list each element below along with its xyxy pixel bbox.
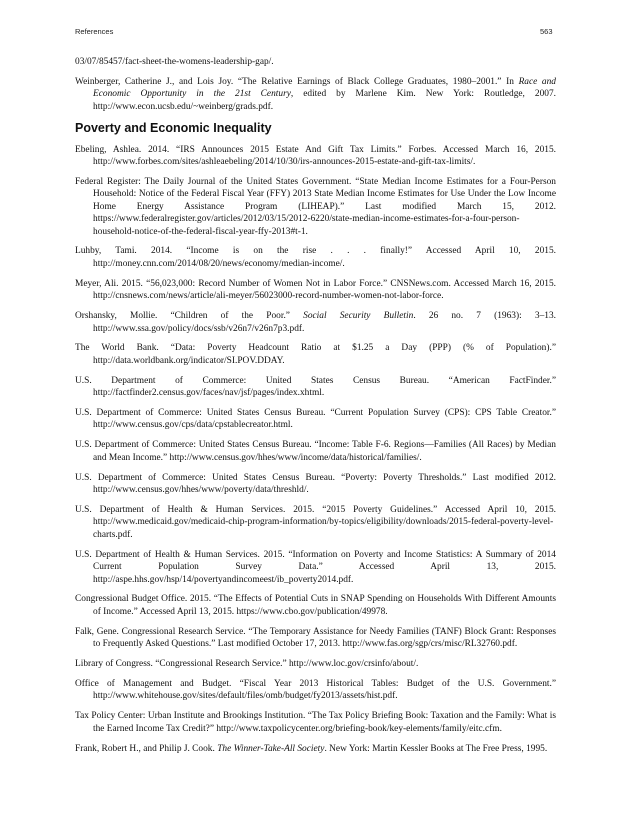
reference-text: Ebeling, Ashlea. 2014. “IRS Announces 2015 Estate And Gift Tax Limits.” Forbes. Accessed March 16, 2015. http://www.forbes.com/sites/ashleaebeling/2014/10/30/irs-announces-2015-estate-and-gift-tax-limits/. bbox=[75, 144, 556, 168]
reference-entry bbox=[75, 626, 556, 651]
reference-text: Office of Management and Budget. “Fiscal Year 2013 Historical Tables: Budget of the U.S. Government.” http://www.whitehouse.gov/sites/default/files/omb/budget/fy2013/assets/hist.pdf. bbox=[75, 678, 556, 702]
reference-entry bbox=[75, 504, 556, 541]
reference-entry bbox=[75, 472, 556, 497]
reference-entry bbox=[75, 593, 556, 618]
reference-text: Falk, Gene. Congressional Research Service. “The Temporary Assistance for Needy Families (TANF) Block Grant: Responses to Frequently Asked Questions.” Last modified October 17, 2013. http://www.fas.org/sgp/crs/misc/RL32760.pdf. bbox=[75, 626, 556, 650]
reference-entry bbox=[75, 678, 556, 703]
reference-entry bbox=[75, 549, 556, 586]
page-number: 563 bbox=[540, 27, 553, 36]
section-heading: Poverty and Economic Inequality bbox=[75, 120, 272, 135]
reference-entry bbox=[75, 245, 556, 270]
reference-title-italic: Social Security Bulletin bbox=[303, 311, 414, 322]
reference-entry bbox=[75, 710, 556, 735]
reference-entry bbox=[75, 56, 556, 68]
reference-text: The World Bank. “Data: Poverty Headcount Ratio at $1.25 a Day (PPP) (% of Population).” http://data.worldbank.org/indicator/SI.POV.DDAY. bbox=[75, 343, 556, 366]
reference-entry bbox=[75, 176, 556, 238]
reference-entry bbox=[75, 310, 556, 335]
reference-text: Library of Congress. “Congressional Research Service.” http://www.loc.gov/crsinfo/about/. bbox=[75, 659, 419, 670]
running-header: References bbox=[75, 27, 114, 36]
reference-title-italic: The Winner-Take-All Society bbox=[217, 743, 325, 754]
reference-entry bbox=[75, 375, 556, 400]
reference-entry bbox=[75, 76, 556, 113]
reference-text: Weinberger, Catherine J., and Lois Joy. “The Relative Earnings of Black College Graduates, 1980–2001.” In bbox=[75, 76, 519, 87]
reference-text: Tax Policy Center: Urban Institute and Brookings Institution. “The Tax Policy Briefing Book: Taxation and the Family: What is the Earned Income Tax Credit?” http://www.taxpolicycenter.org/briefing-book/key-elements/family/eitc.cfm. bbox=[75, 711, 556, 734]
reference-entry bbox=[75, 278, 556, 303]
reference-text: Luhby, Tami. 2014. “Income is on the rise . . . finally!” Accessed April 10, 2015. http://money.cnn.com/2014/08/20/news/economy/median-income/. bbox=[75, 246, 556, 269]
reference-text: U.S. Department of Health & Human Services. 2015. “Information on Poverty and Income Statistics: A Summary of 2014 Current Population Survey Data.” Accessed April 13, 2015. http://aspe.hhs.gov/hsp/14/povertyandincomeest/ib_poverty2014.pdf. bbox=[75, 549, 556, 585]
reference-text: U.S. Department of Health & Human Services. 2015. “2015 Poverty Guidelines.” Accessed April 10, 2015. http://www.medicaid.gov/medicaid-chip-program-information/by-topics/eligibility/downloads/2015-federal-poverty-level-charts.pdf. bbox=[75, 504, 556, 540]
reference-entry bbox=[75, 144, 556, 169]
reference-text: U.S. Department of Commerce: United States Census Bureau. “Income: Table F-6. Regions—Families (All Races) by Median and Mean Income.” http://www.census.gov/hhes/www/income/data/historical/families/. bbox=[75, 440, 556, 463]
reference-title-italic: Race and Economic Opportunity in the 21st Century bbox=[93, 76, 556, 100]
reference-text: , edited by Marlene Kim. New York: Routledge, 2007. http://www.econ.ucsb.edu/~weinberg/grads.pdf. bbox=[93, 89, 556, 112]
reference-entry bbox=[75, 407, 556, 432]
reference-text: Frank, Robert H., and Philip J. Cook. bbox=[75, 743, 218, 754]
reference-entry bbox=[75, 342, 556, 367]
reference-entry bbox=[75, 658, 556, 670]
reference-text: U.S. Department of Commerce: United States Census Bureau. “Poverty: Poverty Thresholds.” Last modified 2012. http://www.census.gov/hhes/www/poverty/data/threshld/. bbox=[75, 472, 556, 496]
reference-entry bbox=[75, 743, 556, 755]
reference-text: . 26 no. 7 (1963): 3–13. http://www.ssa.gov/policy/docs/ssb/v26n7/v26n7p3.pdf. bbox=[93, 311, 556, 334]
reference-text: Congressional Budget Office. 2015. “The Effects of Potential Cuts in SNAP Spending on Households With Different Amounts of Income.” Accessed April 13, 2015. https://www.cbo.gov/publication/49978. bbox=[75, 594, 556, 617]
reference-text: . New York: Martin Kessler Books at The Free Press, 1995. bbox=[324, 743, 548, 754]
reference-text: U.S. Department of Commerce: United States Census Bureau. “American FactFinder.” http://factfinder2.census.gov/faces/nav/jsf/pages/index.xhtml. bbox=[75, 375, 556, 399]
top-reference-list bbox=[75, 56, 556, 113]
reference-entry bbox=[75, 439, 556, 464]
reference-text: Orshansky, Mollie. “Children of the Poor.” bbox=[75, 311, 304, 322]
reference-list bbox=[75, 144, 556, 755]
reference-text: Meyer, Ali. 2015. “56,023,000: Record Number of Women Not in Labor Force.” CNSNews.com. Accessed March 16, 2015. http://cnsnews.com/news/article/ali-meyer/56023000-record-number-women-not-labor-force. bbox=[75, 278, 556, 302]
reference-text: Federal Register: The Daily Journal of the United States Government. “State Median Income Estimates for a Four-Person Household: Notice of the Federal Fiscal Year (FFY) 2013 State Median Income Estimates for Use Under the Low Income Home Energy Assistance Program (LIHEAP).” Last modified March 15, 2012. https://www.federalregister.gov/articles/2012/03/15/2012-6220/state-median-income-estimates-for-a-four-person-household-notice-of-the-federal-fiscal-year-ffy-2013#t-1. bbox=[75, 176, 556, 237]
reference-text: 03/07/85457/fact-sheet-the-womens-leadership-gap/. bbox=[75, 57, 274, 67]
reference-text: U.S. Department of Commerce: United States Census Bureau. “Current Population Survey (CPS): CPS Table Creator.” http://www.census.gov/cps/data/cpstablecreator.html. bbox=[75, 408, 556, 431]
references-content bbox=[75, 56, 556, 762]
